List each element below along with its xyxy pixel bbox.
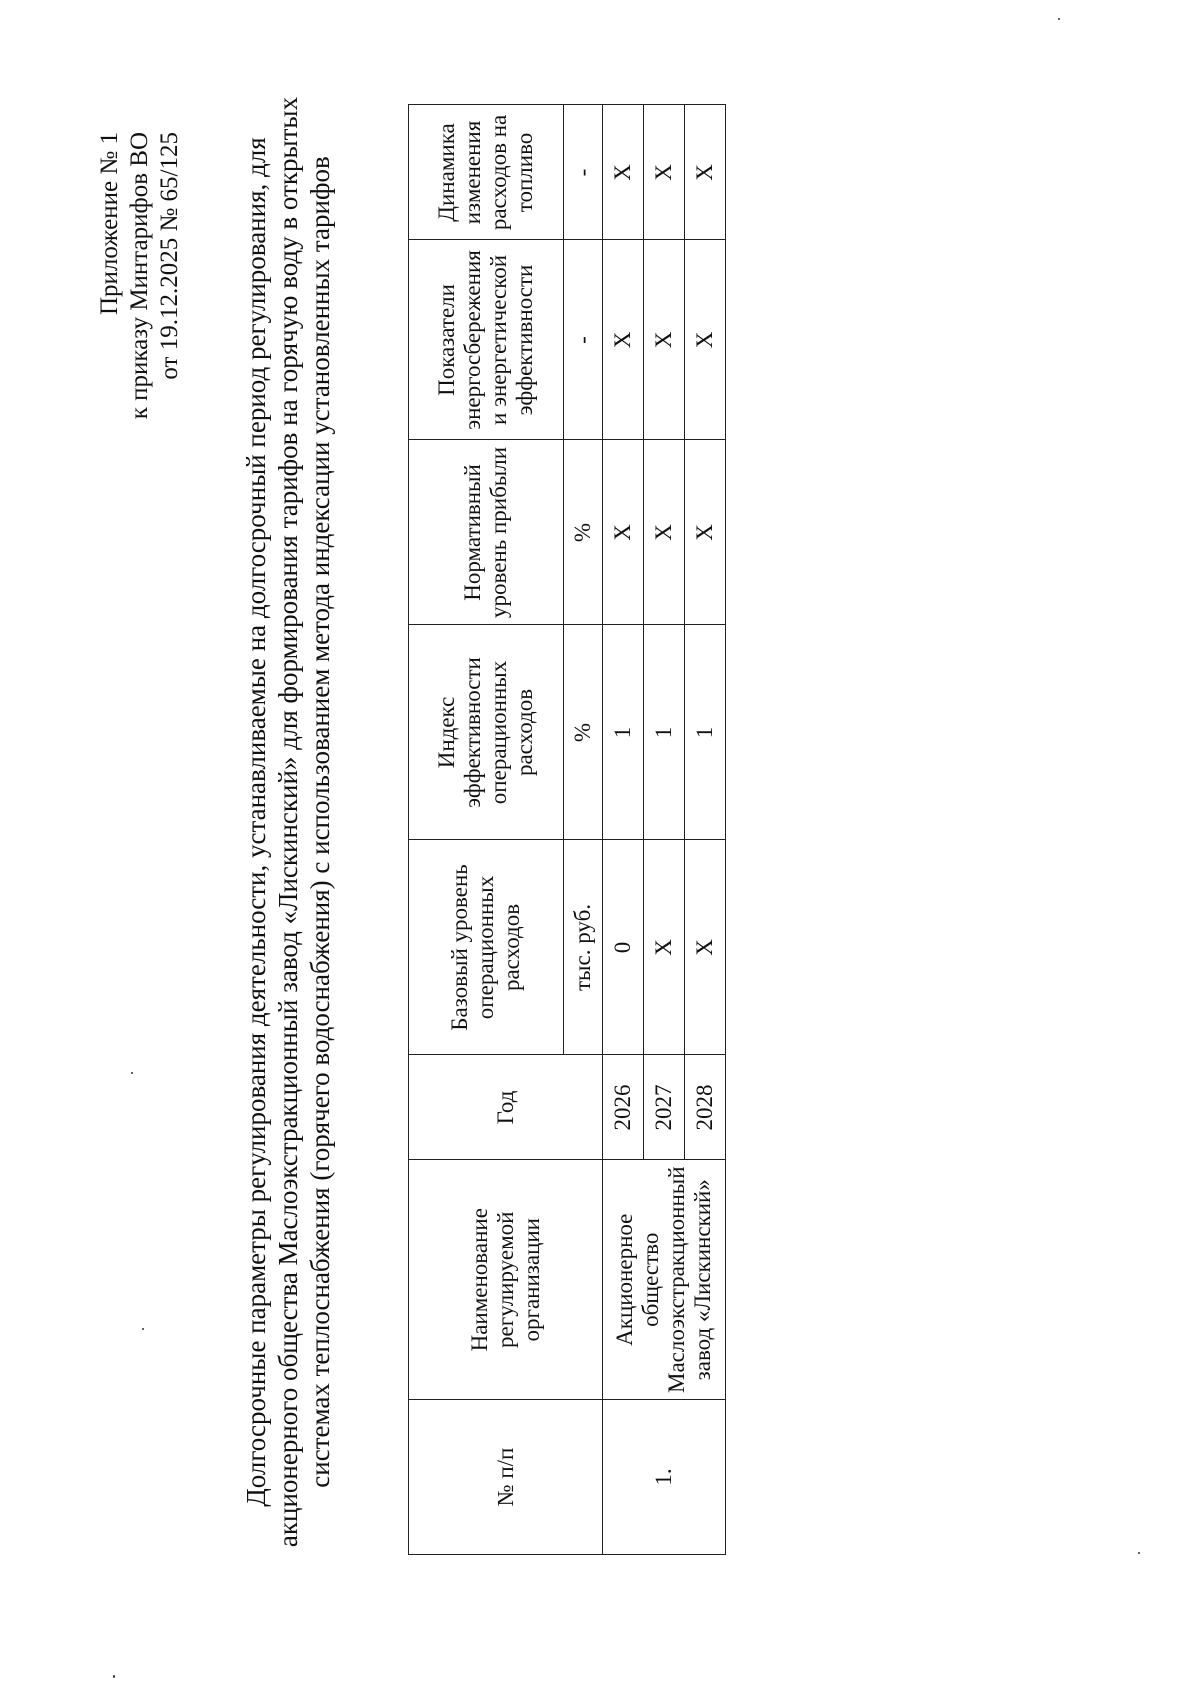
header-year: Год <box>409 1055 603 1160</box>
scan-speck <box>1138 1552 1140 1554</box>
unit-energy-indicators: - <box>564 240 603 440</box>
appendix-line-3: от 19.12.2025 № 65/125 <box>156 132 183 380</box>
document-page <box>0 2 1200 1702</box>
document-title: Долгосрочные параметры регулирования деятельности, устанавливаемые на долгосрочный период регулирования, для акционерного общества Маслоэкстракционный завод «Лискинский» для формирования тарифов на горячую воду в открытых системах теплоснабжения (горячего водоснабжения) с использованием метода индексации установленных тарифов <box>241 96 335 1548</box>
appendix-note <box>95 132 185 419</box>
scan-speck <box>1058 18 1060 20</box>
cell-fuel-dynamics: X <box>644 105 685 240</box>
table-row <box>603 105 644 1555</box>
scan-speck <box>142 1328 144 1330</box>
appendix-line-1: Приложение № 1 <box>96 132 123 316</box>
appendix-line-2: к приказу Минтарифов ВО <box>126 132 153 420</box>
cell-profit-level: X <box>603 440 644 625</box>
header-number: № п/п <box>409 1400 603 1555</box>
unit-efficiency-index: % <box>564 625 603 840</box>
scan-speck <box>131 1072 133 1074</box>
table-header-row <box>409 105 564 1555</box>
cell-fuel-dynamics: X <box>603 105 644 240</box>
cell-efficiency-index: 1 <box>644 625 685 840</box>
cell-profit-level: X <box>644 440 685 625</box>
cell-efficiency-index: 1 <box>685 625 726 840</box>
scan-speck <box>113 1675 115 1678</box>
cell-energy-indicators: X <box>603 240 644 440</box>
cell-fuel-dynamics: X <box>685 105 726 240</box>
cell-item-number: 1. <box>603 1400 726 1555</box>
header-energy-indicators: Показатели энергосбережения и энергетической эффективности <box>409 240 564 440</box>
header-efficiency-index: Индекс эффективности операционных расходов <box>409 625 564 840</box>
cell-base-level: 0 <box>603 840 644 1055</box>
header-fuel-dynamics: Динамика изменения расходов на топливо <box>409 105 564 240</box>
cell-energy-indicators: X <box>685 240 726 440</box>
cell-profit-level: X <box>685 440 726 625</box>
cell-year: 2026 <box>603 1055 644 1160</box>
cell-base-level: X <box>685 840 726 1055</box>
unit-base-level: тыс. руб. <box>564 840 603 1055</box>
cell-organization-name: Акционерное общество Маслоэкстракционный завод «Лискинский» <box>603 1160 726 1400</box>
cell-efficiency-index: 1 <box>603 625 644 840</box>
cell-year: 2027 <box>644 1055 685 1160</box>
header-base-level: Базовый уровень операционных расходов <box>409 840 564 1055</box>
unit-profit-level: % <box>564 440 603 625</box>
parameters-table <box>408 104 726 1555</box>
header-profit-level: Нормативный уровень прибыли <box>409 440 564 625</box>
cell-year: 2028 <box>685 1055 726 1160</box>
cell-base-level: X <box>644 840 685 1055</box>
cell-energy-indicators: X <box>644 240 685 440</box>
unit-fuel-dynamics: - <box>564 105 603 240</box>
header-organization: Наименование регулируемой организации <box>409 1160 603 1400</box>
